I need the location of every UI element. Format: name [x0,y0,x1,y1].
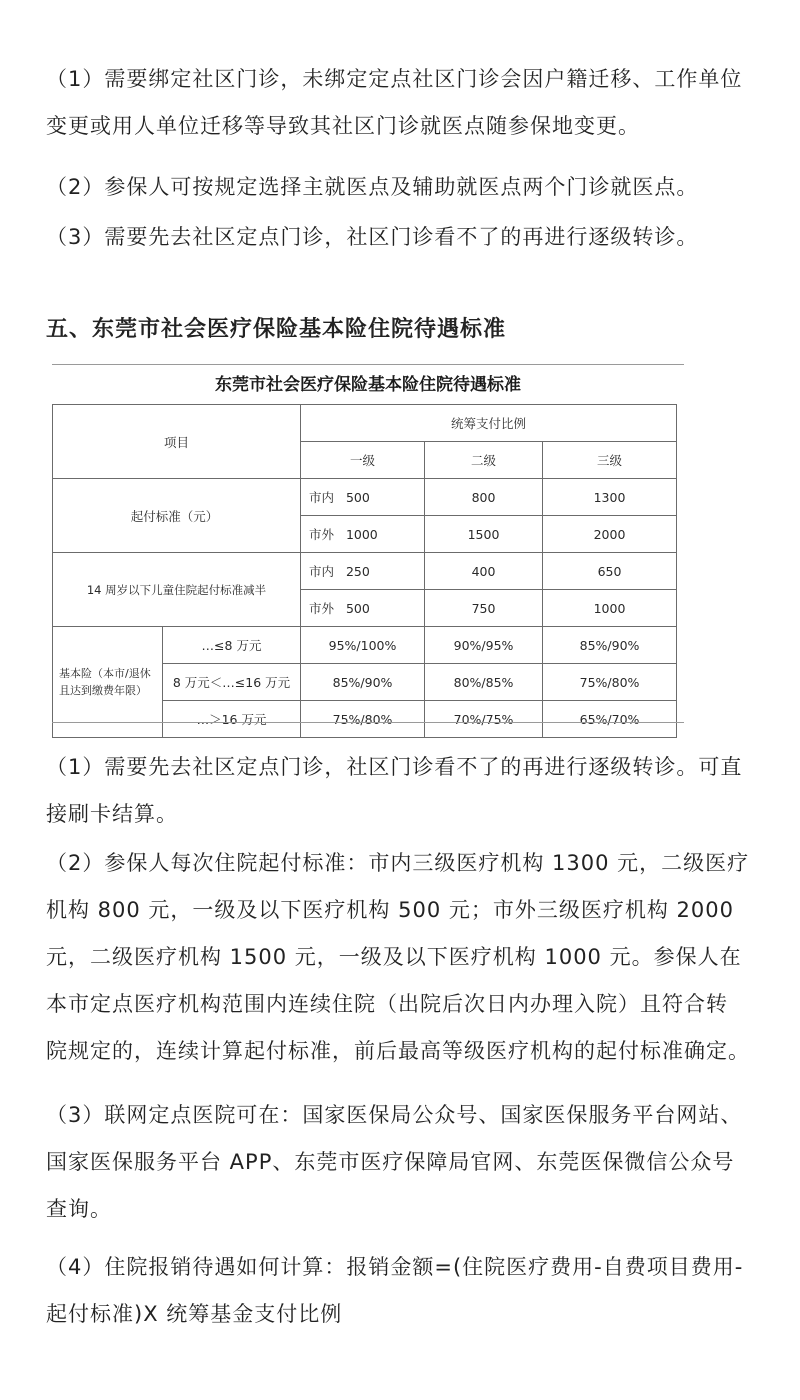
hospitalization-table-figure [52,364,684,727]
child-deductible-label: 14 周岁以下儿童住院起付标准减半 [53,553,301,627]
divider [52,364,684,365]
paragraph-community-clinic-binding [46,56,766,150]
table-row [53,627,677,664]
cell-value: 250 [345,564,370,579]
text-line: 变更或用人单位迁移等导致其社区门诊就医点随参保地变更。 [46,114,640,138]
paragraph-direct-settlement [46,744,766,838]
table-row [53,479,677,516]
table-cell: 75%/80% [543,664,677,701]
text-line: 国家医保服务平台 APP、东莞市医疗保障局官网、东莞医保微信公众号 [46,1150,735,1174]
hospitalization-standards-table [52,404,677,738]
table-cell [301,590,425,627]
table-cell: 80%/85% [425,664,543,701]
table-cell [301,479,425,516]
paragraph-referral [46,214,766,261]
table-cell: 1000 [543,590,677,627]
table-cell: 400 [425,553,543,590]
paragraph-reimbursement-formula [46,1244,766,1338]
table-cell: 75%/80% [301,701,425,738]
table-cell: 85%/90% [543,627,677,664]
text-line: （3）需要先去社区定点门诊，社区门诊看不了的再进行逐级转诊。 [46,225,699,249]
header-level-1: 一级 [301,442,425,479]
table-cell: 1300 [543,479,677,516]
cost-range-cell: 8 万元＜…≤16 万元 [163,664,301,701]
paragraph-deductible-standards [46,840,766,1075]
text-line: （4）住院报销待遇如何计算：报销金额=(住院医疗费用-自费项目费用- [46,1255,744,1279]
text-line: （2）参保人每次住院起付标准：市内三级医疗机构 1300 元，二级医疗 [46,851,750,875]
table-cell [301,516,425,553]
paragraph-networked-hospitals [46,1092,766,1233]
header-level-2: 二级 [425,442,543,479]
text-line: 院规定的，连续计算起付标准，前后最高等级医疗机构的起付标准确定。 [46,1039,750,1063]
table-cell [301,553,425,590]
table-cell: 650 [543,553,677,590]
cost-range-cell: …＞16 万元 [163,701,301,738]
table-cell: 800 [425,479,543,516]
cell-value: 1000 [345,527,378,542]
text-line: 机构 800 元，一级及以下医疗机构 500 元；市外三级医疗机构 2000 [46,898,734,922]
deductible-label [53,479,301,553]
table-cell: 95%/100% [301,627,425,664]
table-cell: 90%/95% [425,627,543,664]
area-label: 市内 [309,490,335,505]
header-level-3: 三级 [543,442,677,479]
paragraph-two-clinics [46,164,766,211]
text-line: 元，二级医疗机构 1500 元，一级及以下医疗机构 1000 元。参保人在 [46,945,742,969]
basic-insurance-label: 基本险（本市/退休且达到缴费年限） [53,627,163,738]
text-line: 本市定点医疗机构范围内连续住院（出院后次日内办理入院）且符合转 [46,992,728,1016]
divider [52,722,684,723]
text-line: （3）联网定点医院可在：国家医保局公众号、国家医保服务平台网站、 [46,1103,743,1127]
text-line: （2）参保人可按规定选择主就医点及辅助就医点两个门诊就医点。 [46,175,699,199]
table-cell: 2000 [543,516,677,553]
area-label: 市外 [309,527,335,542]
text-line: 起付标准)X 统筹基金支付比例 [46,1302,343,1326]
header-item: 项目 [53,405,301,479]
text-line: （1）需要绑定社区门诊，未绑定定点社区门诊会因户籍迁移、工作单位 [46,67,743,91]
text-line: （1）需要先去社区定点门诊，社区门诊看不了的再进行逐级转诊。可直 [46,755,743,779]
header-payment-ratio: 统筹支付比例 [301,405,677,442]
deductible-label-text: 起付标准（元） [130,508,219,524]
table-cell: 65%/70% [543,701,677,738]
cell-value: 500 [345,490,370,505]
table-cell: 1500 [425,516,543,553]
cost-range-cell: …≤8 万元 [163,627,301,664]
table-row [53,553,677,590]
text-line: 查询。 [46,1197,112,1221]
table-row [53,405,677,442]
text-line: 接刷卡结算。 [46,802,178,826]
table-cell: 750 [425,590,543,627]
table-cell: 70%/75% [425,701,543,738]
section-heading: 五、东莞市社会医疗保险基本险住院待遇标准 [46,317,507,342]
table-cell: 85%/90% [301,664,425,701]
area-label: 市内 [309,564,335,579]
cell-value: 500 [345,601,370,616]
table-title: 东莞市社会医疗保险基本险住院待遇标准 [215,375,521,395]
area-label: 市外 [309,601,335,616]
